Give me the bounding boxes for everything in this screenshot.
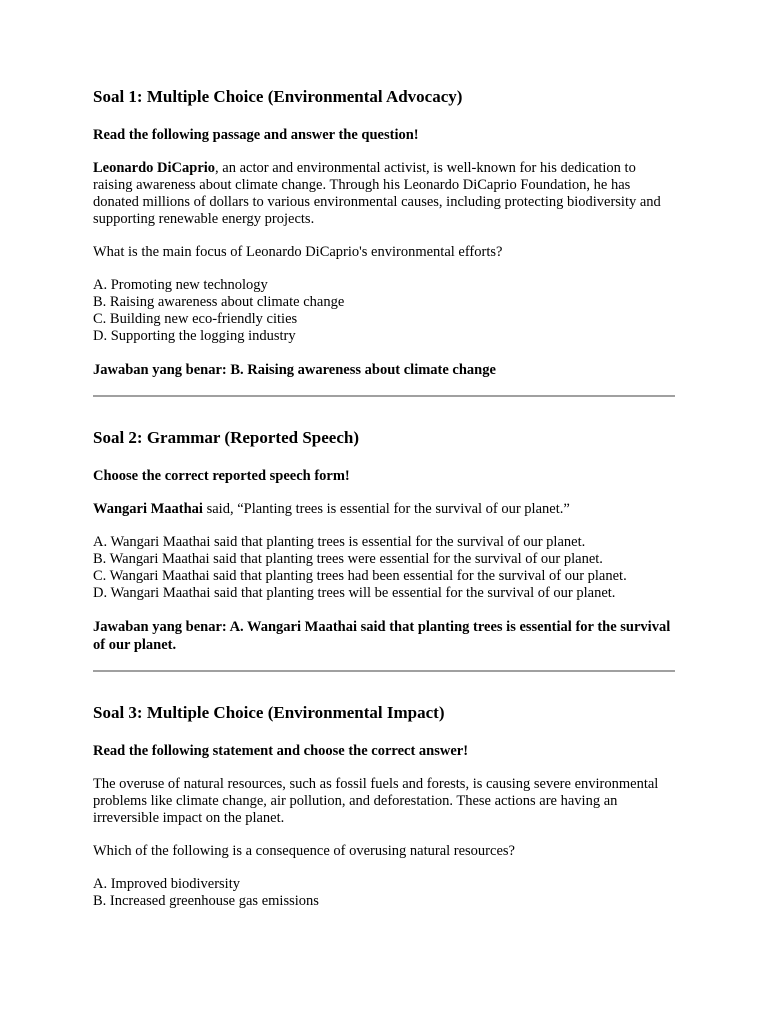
option-d: D. Wangari Maathai said that planting trees will be essential for the survival of our planet. <box>93 585 616 601</box>
quote-name: Wangari Maathai <box>93 501 203 517</box>
question-1 <box>93 86 675 379</box>
option-c: C. Wangari Maathai said that planting trees had been essential for the survival of our planet. <box>93 568 627 584</box>
question-2-answer: Jawaban yang benar: A. Wangari Maathai said that planting trees is essential for the survival of our planet. <box>93 619 671 653</box>
question-3-instruction: Read the following statement and choose the correct answer! <box>93 743 469 759</box>
question-1-options <box>93 277 675 345</box>
question-3 <box>93 702 675 910</box>
question-2-title: Soal 2: Grammar (Reported Speech) <box>93 428 359 447</box>
option-d: D. Supporting the logging industry <box>93 328 296 344</box>
question-1-instruction: Read the following passage and answer the question! <box>93 127 419 143</box>
document-content <box>93 86 675 926</box>
option-b: B. Raising awareness about climate change <box>93 294 345 310</box>
question-3-statement: The overuse of natural resources, such as fossil fuels and forests, is causing severe environmental problems like climate change, air pollution, and deforestation. These actions are having an irreversible impact on the planet. <box>93 776 659 826</box>
question-3-title: Soal 3: Multiple Choice (Environmental Impact) <box>93 703 445 722</box>
option-a: A. Promoting new technology <box>93 277 268 293</box>
option-c: C. Building new eco-friendly cities <box>93 311 298 327</box>
question-3-question: Which of the following is a consequence of overusing natural resources? <box>93 843 515 859</box>
question-2-instruction: Choose the correct reported speech form! <box>93 468 350 484</box>
option-b: B. Increased greenhouse gas emissions <box>93 893 319 909</box>
question-1-passage <box>93 160 675 228</box>
question-3-options <box>93 876 675 910</box>
question-1-title: Soal 1: Multiple Choice (Environmental Advocacy) <box>93 87 463 106</box>
option-b: B. Wangari Maathai said that planting trees were essential for the survival of our planet. <box>93 551 603 567</box>
question-2 <box>93 427 675 654</box>
question-1-answer: Jawaban yang benar: B. Raising awareness about climate change <box>93 362 496 378</box>
passage-text: , an actor and environmental activist, is well-known for his dedication to raising awareness about climate change. Through his Leonardo DiCaprio Foundation, he has donated millions of dollars to various environmental causes, including protecting biodiversity and supporting renewable energy projects. <box>93 160 661 227</box>
option-a: A. Wangari Maathai said that planting trees is essential for the survival of our planet. <box>93 534 586 550</box>
question-1-question: What is the main focus of Leonardo DiCaprio's environmental efforts? <box>93 244 503 260</box>
passage-name: Leonardo DiCaprio <box>93 160 216 176</box>
question-2-quote <box>93 501 675 518</box>
quote-text: said, “Planting trees is essential for the survival of our planet.” <box>202 501 570 517</box>
section-divider <box>93 670 675 672</box>
question-2-options <box>93 534 675 602</box>
option-a: A. Improved biodiversity <box>93 876 240 892</box>
section-divider <box>93 395 675 397</box>
